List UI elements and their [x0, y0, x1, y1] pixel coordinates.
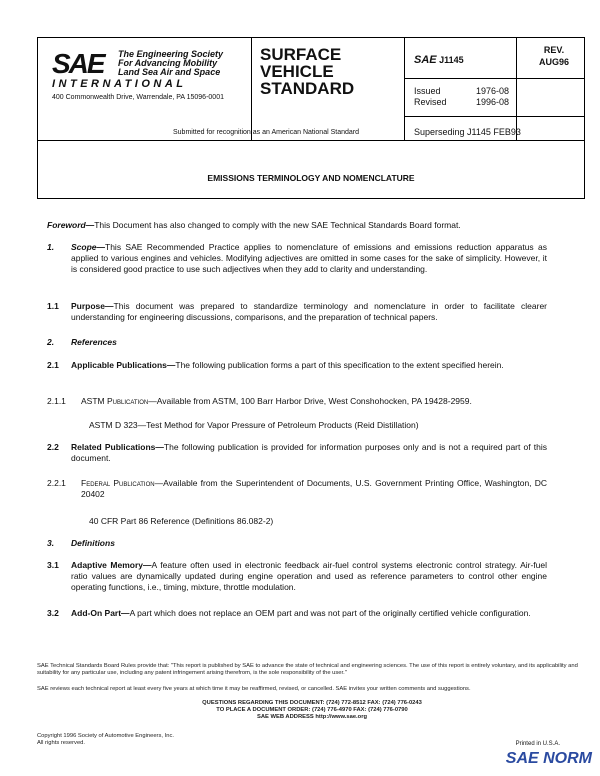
document-header — [37, 37, 585, 141]
tsb-rules: SAE Technical Standards Board Rules provide that: "This report is published by SAE to advance the state of technical and engineering sciences. The use of this report is entirely voluntary, and its applicability and suitability for any particular use, including any patent infringement arising therefrom, is the sole responsibility of the user." — [37, 663, 578, 676]
copyright: Copyright 1996 Society of Automotive Engineers, Inc. All rights reserved. — [37, 733, 174, 746]
foreword: Foreword—This Document has also changed to comply with the new SAE Technical Standards Board format. — [47, 220, 461, 230]
society-tagline: The Engineering Society For Advancing Mobility Land Sea Air and Space — [118, 49, 224, 77]
printed-in: Printed in U.S.A. — [515, 741, 560, 747]
address: 400 Commonwealth Drive, Warrendale, PA 15096-0001 — [52, 94, 224, 101]
document-number: SAE J1145 — [414, 54, 464, 66]
international-label: INTERNATIONAL — [52, 78, 187, 90]
review-note: SAE reviews each technical report at least every five years at which time it may be reaffirmed, revised, or cancelled. SAE invites your written comments and suggestions. — [37, 686, 471, 692]
cfr-reference: 40 CFR Part 86 Reference (Definitions 86.082-2) — [89, 516, 274, 526]
document-title: EMISSIONS TERMINOLOGY AND NOMENCLATURE — [207, 173, 415, 183]
issue-dates: Issued 1976-08 Revised 1996-08 — [414, 86, 510, 107]
document-type: SURFACE VEHICLE STANDARD — [260, 45, 355, 98]
revision-box: REV. AUG96 — [538, 45, 569, 67]
title-box — [37, 141, 585, 199]
sae-norm-badge: SAE NORM — [505, 750, 592, 767]
sae-logo: SAE — [52, 48, 104, 79]
superseding: Superseding J1145 FEB93 — [414, 127, 521, 137]
contact-info: QUESTIONS REGARDING THIS DOCUMENT: (724) 772-8512 FAX: (724) 776-0243 TO PLACE A DOCUMENT ORDER: (724) 776-4970 FAX: (724) 776-0790 SAE WEB ADDRESS http://www.sae.org — [202, 700, 422, 720]
astm-reference: ASTM D 323—Test Method for Vapor Pressure of Petroleum Products (Reid Distillation) — [89, 420, 419, 430]
submitted-note: Submitted for recognition as an American National Standard — [173, 129, 359, 136]
